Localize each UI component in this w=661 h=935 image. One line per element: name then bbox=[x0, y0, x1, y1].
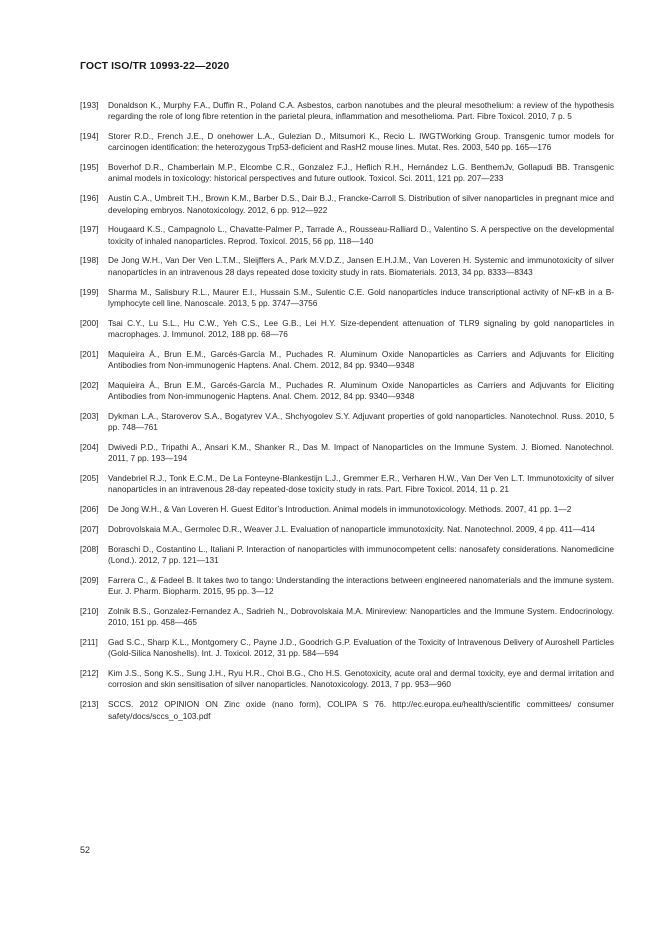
reference-number: [213] bbox=[80, 699, 99, 710]
reference-text: Austin C.A., Umbreit T.H., Brown K.M., Barber D.S., Dair B.J., Francke-Carroll S. Distribution of silver nanoparticles in pregnant mice and developing embryos. Nanotoxicology. 2012, 6 pp. 912—922 bbox=[108, 193, 614, 215]
reference-number: [202] bbox=[80, 379, 99, 390]
reference-item bbox=[80, 349, 614, 372]
page-number: 52 bbox=[80, 845, 91, 855]
reference-text: Maquieira Á., Brun E.M., Garcés-García M., Puchades R. Aluminum Oxide Nanoparticles as Carriers and Adjuvants for Eliciting Antibodies from Non-immunogenic Haptens. Anal. Chem. 2012, 84 pp. 9340—9348 bbox=[108, 379, 614, 402]
reference-text: Gad S.C., Sharp K.L., Montgomery C., Payne J.D., Goodrich G.P. Evaluation of the Toxicity of Intravenous Delivery of Auroshell Particles (Gold-Silica Nanoshells). Int. J. Toxicol. 2012, 31 pp. 584—594 bbox=[108, 637, 614, 659]
reference-number: [197] bbox=[80, 224, 99, 235]
reference-number: [195] bbox=[80, 162, 99, 173]
reference-number: [208] bbox=[80, 543, 99, 554]
reference-number: [193] bbox=[80, 100, 99, 110]
reference-text: De Jong W.H., Van Der Ven L.T.M., Sleijffers A., Park M.V.D.Z., Jansen E.H.J.M., Van Loveren H. Systemic and immunotoxicity of silver nanoparticles in an intravenous 28 days repeated dose toxicity study in rats. Biomaterials. 2013, 34 pp. 8333—8343 bbox=[108, 255, 614, 277]
reference-number: [206] bbox=[80, 504, 99, 515]
reference-text: Farrera C., & Fadeel B. It takes two to tango: Understanding the interactions between engineered nanomaterials and the immune system. Eur. J. Pharm. Biopharm. 2015, 95 pp. 3—12 bbox=[108, 574, 614, 597]
reference-number: [194] bbox=[80, 131, 99, 142]
reference-item bbox=[80, 162, 614, 185]
reference-item bbox=[80, 544, 614, 567]
reference-item bbox=[80, 193, 614, 216]
reference-item bbox=[80, 473, 614, 496]
reference-text: Dwivedi P.D., Tripathi A., Ansari K.M., Shanker R., Das M. Impact of Nanoparticles on the Immune System. J. Biomed. Nanotechnol. 2011, 7 pp. 193—194 bbox=[108, 442, 614, 464]
reference-number: [210] bbox=[80, 606, 99, 616]
reference-item bbox=[80, 524, 614, 535]
reference-text: Kim J.S., Song K.S., Sung J.H., Ryu H.R., Choi B.G., Cho H.S. Genotoxicity, acute oral and dermal toxicity, eye and dermal irritation and corrosion and skin sensitisation of silver nanoparticles. Nanotoxicology. 2013, 7 pp. 953—960 bbox=[108, 668, 614, 690]
reference-number: [204] bbox=[80, 442, 99, 453]
reference-number: [199] bbox=[80, 286, 99, 297]
reference-number: [211] bbox=[80, 637, 98, 648]
reference-number: [207] bbox=[80, 524, 99, 535]
reference-text: Dobrovolskaia M.A., Germolec D.R., Weaver J.L. Evaluation of nanoparticle immunotoxicity. Nat. Nanotechnol. 2009, 4 pp. 411—414 bbox=[108, 524, 595, 535]
reference-text: Sharma M., Salisbury R.L., Maurer E.I., Hussain S.M., Sulentic C.E. Gold nanoparticles induce transcriptional activity of NF-κB in a B-lymphocyte cell line. Nanoscale. 2013, 5 pp. 3747—3756 bbox=[108, 286, 614, 308]
reference-number: [198] bbox=[80, 255, 99, 266]
reference-text: Maquieira Á., Brun E.M., Garcés-García M., Puchades R. Aluminum Oxide Nanoparticles as Carriers and Adjuvants for Eliciting Antibodies from Non-immunogenic Haptens. Anal. Chem. 2012, 84 pp. 9340—9348 bbox=[108, 348, 614, 371]
reference-number: [209] bbox=[80, 574, 99, 585]
reference-text: Vandebriel R.J., Tonk E.C.M., De La Fonteyne-Blankestijn L.J., Gremmer E.R., Verharen H.W., Van Der Ven L.T. Immunotoxicity of silver nanoparticles in an intravenous 28-day repeated-dose toxicity study in rats. Part. Fibre Toxicol. 2014, 11 p. 21 bbox=[108, 473, 614, 495]
reference-item bbox=[80, 411, 614, 434]
reference-number: [200] bbox=[80, 317, 99, 328]
reference-text: Zolnik B.S., Gonzalez-Fernandez A., Sadrieh N., Dobrovolskaia M.A. Minireview: Nanoparticles and the Immune System. Endocrinology. 2010, 151 pp. 458—465 bbox=[108, 606, 614, 628]
reference-text: Donaldson K., Murphy F.A., Duffin R., Poland C.A. Asbestos, carbon nanotubes and the pleural mesothelium: a review of the hypothesis regarding the role of long fibre retention in the parietal pleura, inflammation and mesothelioma. Part. Fibre Toxicol. 2010, 7 p. 5 bbox=[108, 100, 614, 122]
reference-list bbox=[80, 100, 614, 730]
reference-item bbox=[80, 287, 614, 310]
reference-item bbox=[80, 699, 614, 722]
reference-item bbox=[80, 318, 614, 341]
reference-number: [201] bbox=[80, 348, 99, 359]
reference-text: Tsai C.Y., Lu S.L., Hu C.W., Yeh C.S., Lee G.B., Lei H.Y. Size-dependent attenuation of TLR9 signaling by gold nanoparticles in macrophages. J. Immunol. 2012, 188 pp. 68—76 bbox=[108, 317, 614, 339]
reference-item bbox=[80, 504, 614, 515]
reference-text: Boverhof D.R., Chamberlain M.P., Elcombe C.R., Gonzalez F.J., Heflich R.H., Hernández L.G. BenthemJv, Gollapudi BB. Transgenic animal models in toxicology: historical perspectives and future outlook. Toxicol. Sci. 2011, 121 pp. 207—233 bbox=[108, 162, 614, 184]
reference-number: [196] bbox=[80, 193, 99, 204]
reference-item bbox=[80, 637, 614, 660]
reference-item bbox=[80, 100, 614, 123]
reference-item bbox=[80, 442, 614, 465]
document-header: ГОСТ ISO/TR 10993-22—2020 bbox=[80, 60, 230, 72]
reference-number: [203] bbox=[80, 410, 99, 421]
reference-text: Storer R.D., French J.E., D onehower L.A., Gulezian D., Mitsumori K., Recio L. IWGTWorking Group. Transgenic tumor models for carcinogen identification: the heterozygous Trp53-deficient and RasH2 mouse lines. Mutat. Res. 2003, 540 pp. 165—176 bbox=[108, 131, 614, 153]
reference-item bbox=[80, 668, 614, 691]
reference-text: De Jong W.H., & Van Loveren H. Guest Editor’s Introduction. Animal models in immunotoxicology. Methods. 2007, 41 pp. 1—2 bbox=[108, 504, 572, 515]
reference-text: SCCS. 2012 OPINION ON Zinc oxide (nano form), COLIPA S 76. http://ec.europa.eu/health/scientific committees/ consumer safety/docs/sccs_o_103.pdf bbox=[108, 699, 614, 721]
reference-item bbox=[80, 224, 614, 247]
reference-text: Dykman L.A., Staroverov S.A., Bogatyrev V.A., Shchyogolev S.Y. Adjuvant properties of gold nanoparticles. Nanotechnol. Russ. 2010, 5 pp. 748—761 bbox=[108, 410, 614, 433]
reference-text: Boraschi D., Costantino L., Italiani P. Interaction of nanoparticles with immunocompetent cells: nanosafety considerations. Nanomedicine (Lond.). 2012, 7 pp. 121—131 bbox=[108, 543, 614, 566]
reference-number: [205] bbox=[80, 473, 99, 484]
reference-number: [212] bbox=[80, 668, 99, 679]
reference-item bbox=[80, 131, 614, 154]
reference-item bbox=[80, 606, 614, 629]
reference-item bbox=[80, 575, 614, 598]
reference-item bbox=[80, 255, 614, 278]
reference-text: Hougaard K.S., Campagnolo L., Chavatte-Palmer P., Tarrade A., Rousseau-Ralliard D., Valentino S. A perspective on the developmental toxicity of inhaled nanoparticles. Reprod. Toxicol. 2015, 56 pp. 118—140 bbox=[108, 224, 614, 246]
reference-item bbox=[80, 380, 614, 403]
